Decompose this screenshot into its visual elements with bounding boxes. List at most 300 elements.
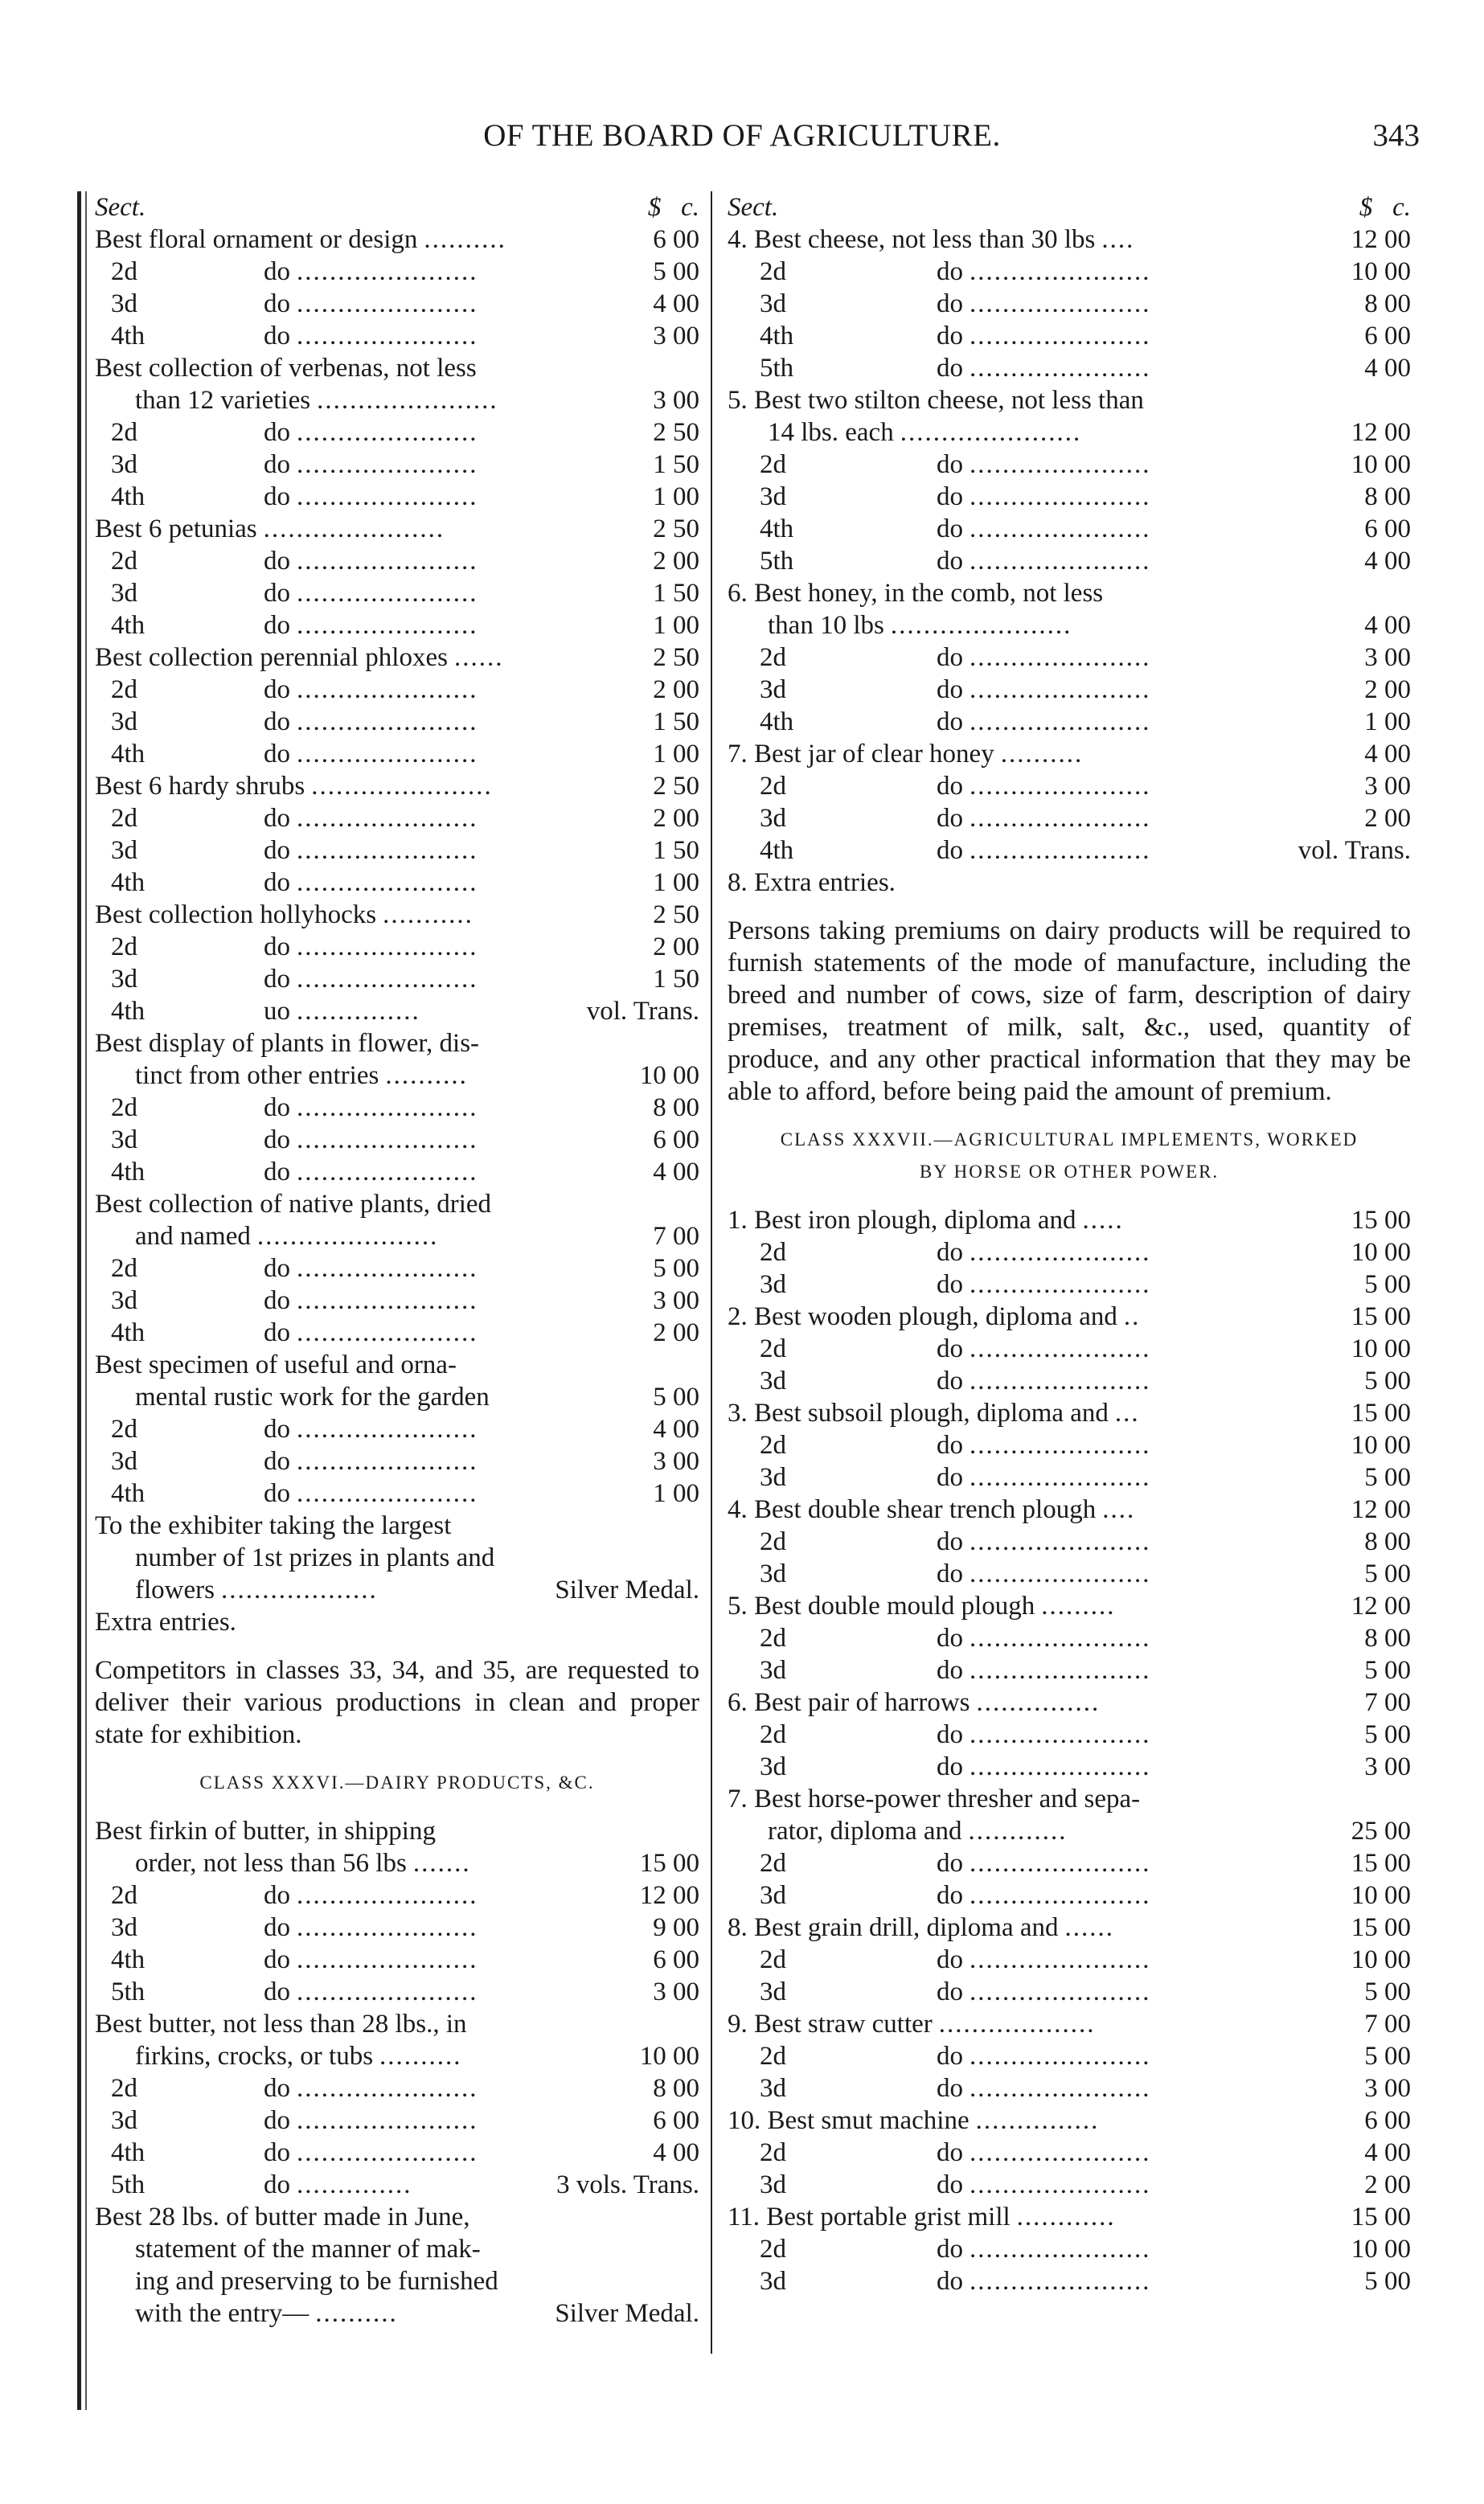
ditto-mark: do	[937, 1559, 963, 1588]
entry-amount: 3 00	[653, 1286, 699, 1315]
premium-entry	[95, 1815, 699, 1847]
entry-label: 3. Best subsoil plough, diploma and	[728, 1399, 1109, 1428]
premium-entry	[728, 1654, 1411, 1686]
ditto-mark: do	[264, 1415, 290, 1444]
entry-label: firkins, crocks, or tubs	[135, 2042, 374, 2071]
entry-label: 2d	[760, 772, 786, 801]
entry-label: 3d	[760, 2074, 786, 2103]
entry-amount: 4 00	[653, 1415, 699, 1444]
leader-dots: ......................	[297, 1977, 478, 2006]
entry-amount: 2 00	[653, 547, 699, 576]
entry-amount: 4 00	[653, 2138, 699, 2167]
entry-amount: 8 00	[1364, 1527, 1411, 1556]
entry-amount: 4 00	[653, 289, 699, 318]
entry-label: 4th	[760, 322, 794, 350]
premium-entry	[728, 1622, 1411, 1654]
ditto-mark: do	[264, 1318, 290, 1347]
ditto-mark: do	[937, 1752, 963, 1781]
entry-label: 3d	[760, 804, 786, 833]
premium-entry	[95, 1188, 699, 1220]
entry-amount: 5 00	[1364, 1720, 1411, 1749]
column-divider	[711, 191, 712, 2354]
entry-label: 2d	[760, 1334, 786, 1363]
entry-amount: 5 00	[1364, 1977, 1411, 2006]
entry-label: 8. Best grain drill, diploma and	[728, 1913, 1059, 1942]
leader-dots: ......................	[297, 1286, 478, 1315]
entry-amount: 2 00	[653, 1318, 699, 1347]
entry-amount: 4 00	[1364, 2138, 1411, 2167]
premium-entry	[728, 867, 1411, 899]
leader-dots: ......................	[970, 1463, 1151, 1492]
premium-list	[728, 223, 1411, 899]
ditto-mark: do	[264, 1286, 290, 1315]
leader-dots: ......................	[297, 1093, 478, 1122]
leader-dots: ...................	[220, 1576, 378, 1604]
premium-entry	[95, 738, 699, 770]
entry-amount: 3 00	[653, 1977, 699, 2006]
entry-label: 8. Extra entries.	[728, 868, 896, 897]
entry-amount: 4 00	[653, 1158, 699, 1186]
leader-dots: ......................	[970, 1656, 1151, 1685]
ditto-mark: do	[937, 1849, 963, 1878]
entry-label: than 10 lbs	[768, 611, 884, 640]
premium-entry	[95, 2169, 699, 2201]
leader-dots: .....	[1082, 1206, 1124, 1235]
entry-amount: 5 00	[653, 257, 699, 286]
entry-amount: 8 00	[653, 1093, 699, 1122]
leader-dots: ......................	[297, 1415, 478, 1444]
entry-amount: 15 00	[1351, 2203, 1411, 2231]
entry-label: Best specimen of useful and orna-	[95, 1350, 457, 1379]
entry-label: 3d	[111, 289, 137, 318]
entry-label: 3d	[760, 1559, 786, 1588]
entry-label: 4th	[111, 1945, 146, 1974]
leader-dots: ......................	[970, 1752, 1151, 1781]
entry-label: 9. Best straw cutter	[728, 2010, 933, 2039]
entry-label: 3d	[760, 2267, 786, 2296]
premium-entry	[95, 1092, 699, 1124]
entry-amount: 1 50	[653, 707, 699, 736]
leader-dots: ......................	[970, 1881, 1151, 1910]
leader-dots: ......................	[970, 450, 1151, 479]
entry-label: than 12 varieties	[135, 386, 311, 415]
entry-amount: 3 00	[653, 322, 699, 350]
premium-entry	[728, 1944, 1411, 1976]
leader-dots: ......................	[970, 2042, 1151, 2071]
premium-entry	[728, 1558, 1411, 1590]
leader-dots: ......................	[970, 289, 1151, 318]
leader-dots: ......................	[970, 1624, 1151, 1653]
entry-label: rator, diploma and	[768, 1817, 962, 1846]
premium-entry	[728, 1333, 1411, 1365]
entry-label: 4th	[111, 2138, 146, 2167]
ditto-mark: do	[937, 707, 963, 736]
leader-dots: ......................	[970, 643, 1151, 672]
entry-amount: 5 00	[1364, 1463, 1411, 1492]
ditto-mark: do	[937, 257, 963, 286]
premium-entry	[95, 288, 699, 320]
premium-entry	[95, 1252, 699, 1285]
premium-entry	[728, 802, 1411, 834]
class-heading: CLASS XXXVI.—DAIRY PRODUCTS, &C.	[199, 1772, 595, 1793]
entry-amount: 6 00	[1364, 514, 1411, 543]
premium-entry	[728, 545, 1411, 577]
entry-label: 4th	[111, 740, 146, 768]
premium-entry	[95, 1317, 699, 1349]
entry-amount: 7 00	[653, 1222, 699, 1251]
ditto-mark: do	[264, 1125, 290, 1154]
entry-amount: 8 00	[1364, 289, 1411, 318]
ditto-mark: do	[937, 547, 963, 576]
entry-label: 5. Best double mould plough	[728, 1592, 1035, 1621]
entry-label: 3d	[111, 965, 137, 994]
premium-entry	[728, 1912, 1411, 1944]
premium-entry	[728, 1236, 1411, 1268]
premium-entry	[728, 1268, 1411, 1301]
leader-dots: ......................	[297, 322, 478, 350]
entry-label: Best collection perennial phloxes	[95, 643, 448, 672]
ditto-mark: do	[937, 1881, 963, 1910]
entry-amount: 15 00	[1351, 1913, 1411, 1942]
ditto-mark: do	[937, 1720, 963, 1749]
entry-label: Best collection of verbenas, not less	[95, 354, 477, 383]
premium-entry	[728, 674, 1411, 706]
ditto-mark: do	[264, 2074, 290, 2103]
entry-amount: 2 00	[1364, 2170, 1411, 2199]
leader-dots: ......................	[970, 675, 1151, 704]
entry-amount: 2 50	[653, 772, 699, 801]
ditto-mark: do	[264, 1158, 290, 1186]
entry-amount: 10 00	[639, 1061, 699, 1090]
ditto-mark: do	[937, 643, 963, 672]
ditto-mark: uo	[264, 997, 290, 1026]
entry-amount: 2 50	[653, 514, 699, 543]
leader-dots: ......................	[970, 1431, 1151, 1460]
entry-label: 2d	[111, 418, 137, 447]
entry-amount: 15 00	[1351, 1399, 1411, 1428]
entry-label: 2d	[760, 1720, 786, 1749]
leader-dots: ......................	[970, 1367, 1151, 1395]
leader-dots: ......................	[297, 2074, 478, 2103]
entry-label: 3d	[760, 1463, 786, 1492]
entry-amount: 15 00	[639, 1849, 699, 1878]
entry-amount: 5 00	[1364, 1270, 1411, 1299]
leader-dots: ..........	[379, 2042, 462, 2071]
entry-label: 4th	[760, 707, 794, 736]
premium-entry	[95, 1510, 699, 1542]
premium-entry	[728, 1879, 1411, 1912]
entry-label: 3d	[760, 1367, 786, 1395]
premium-list	[95, 223, 699, 1638]
entry-label: 4th	[111, 997, 146, 1026]
ditto-mark: do	[937, 675, 963, 704]
premium-entry	[95, 2040, 699, 2072]
entry-amount: 15 00	[1351, 1302, 1411, 1331]
premium-entry	[95, 1413, 699, 1445]
premium-entry	[95, 2201, 699, 2233]
leader-dots: ..........	[1000, 740, 1084, 768]
ditto-mark: do	[264, 740, 290, 768]
leader-dots: ......................	[263, 514, 445, 543]
entry-label: order, not less than 56 lbs	[135, 1849, 407, 1878]
entry-amount: 8 00	[653, 2074, 699, 2103]
leader-dots: ......................	[970, 1270, 1151, 1299]
premium-entry	[728, 2137, 1411, 2169]
entry-amount: 6 00	[1364, 322, 1411, 350]
ditto-mark: do	[937, 836, 963, 865]
entry-amount: 5 00	[653, 1383, 699, 1412]
premium-entry	[95, 1574, 699, 1606]
leader-dots: ...............	[975, 2106, 1100, 2135]
entry-label: 6. Best pair of harrows	[728, 1688, 970, 1717]
premium-entry	[95, 320, 699, 352]
sect-heading: Sect.	[728, 193, 779, 222]
premium-entry	[95, 1027, 699, 1059]
entry-amount: 12 00	[1351, 1495, 1411, 1524]
ditto-mark: do	[264, 450, 290, 479]
entry-label: 3d	[111, 1125, 137, 1154]
entry-label: To the exhibiter taking the largest	[95, 1511, 452, 1540]
entry-label: Best 6 petunias	[95, 514, 257, 543]
entry-label: 2d	[760, 1945, 786, 1974]
entry-label: 2d	[111, 1881, 137, 1910]
entry-label: Best 28 lbs. of butter made in June,	[95, 2203, 470, 2231]
leader-dots: ......................	[297, 965, 478, 994]
entry-label: 3d	[760, 1656, 786, 1685]
entry-amount: 5 00	[1364, 1656, 1411, 1685]
ditto-mark: do	[937, 1238, 963, 1267]
entry-amount: 12 00	[1351, 1592, 1411, 1621]
premium-entry	[95, 995, 699, 1027]
entry-label: 2d	[760, 1431, 786, 1460]
ditto-mark: do	[264, 547, 290, 576]
premium-entry	[95, 899, 699, 931]
leader-dots: ......................	[297, 1254, 478, 1283]
entry-label: 5th	[760, 547, 794, 576]
entry-amount: 2 00	[653, 804, 699, 833]
premium-entry	[95, 609, 699, 641]
entry-label: 4. Best cheese, not less than 30 lbs	[728, 225, 1096, 254]
premium-entry	[95, 256, 699, 288]
premium-entry	[95, 2137, 699, 2169]
leader-dots: ......................	[970, 1559, 1151, 1588]
entry-label: 5th	[111, 2170, 146, 2199]
leader-dots: ......................	[970, 772, 1151, 801]
premium-entry	[95, 674, 699, 706]
entry-amount: 5 00	[1364, 1559, 1411, 1588]
premium-entry	[728, 1815, 1411, 1847]
leader-dots: ......................	[970, 2235, 1151, 2264]
leader-dots: ..	[1123, 1302, 1141, 1331]
ditto-mark: do	[264, 289, 290, 318]
entry-label: 4th	[111, 611, 146, 640]
entry-label: 5th	[760, 354, 794, 383]
entry-amount: 3 00	[1364, 2074, 1411, 2103]
running-head	[0, 111, 1484, 159]
ditto-mark: do	[937, 450, 963, 479]
premium-entry	[728, 641, 1411, 674]
leader-dots: ......................	[297, 2106, 478, 2135]
leader-dots: ......	[1064, 1913, 1115, 1942]
entry-label: 2d	[760, 2235, 786, 2264]
entry-label: 3d	[111, 2106, 137, 2135]
entry-amount: 2 50	[653, 418, 699, 447]
ditto-mark: do	[264, 2138, 290, 2167]
entry-amount: 10 00	[1351, 1945, 1411, 1974]
premium-entry	[95, 1944, 699, 1976]
entry-label: 2d	[111, 932, 137, 961]
leader-dots: ......................	[297, 2138, 478, 2167]
leader-dots: ...............	[976, 1688, 1101, 1717]
leader-dots: ......................	[297, 1913, 478, 1942]
leader-dots: ......................	[970, 514, 1151, 543]
ditto-mark: do	[937, 1463, 963, 1492]
leader-dots: ......................	[970, 1945, 1151, 1974]
ditto-mark: do	[937, 2074, 963, 2103]
premium-entry	[95, 2008, 699, 2040]
premium-entry	[728, 1783, 1411, 1815]
entry-label: 2d	[111, 257, 137, 286]
ditto-mark: do	[264, 1881, 290, 1910]
ditto-mark: do	[264, 418, 290, 447]
premium-entry	[95, 867, 699, 899]
leader-dots: ...	[1114, 1399, 1140, 1428]
leader-dots: ......................	[297, 1125, 478, 1154]
leader-dots: ............	[1016, 2203, 1116, 2231]
entry-amount: 2 00	[653, 675, 699, 704]
entry-label: with the entry—	[135, 2299, 310, 2328]
premium-entry	[728, 1686, 1411, 1719]
entry-label: 3d	[111, 579, 137, 608]
entry-amount: 12 00	[1351, 225, 1411, 254]
entry-amount: 6 00	[653, 225, 699, 254]
entry-amount: 25 00	[1351, 1817, 1411, 1846]
premium-entry	[728, 577, 1411, 609]
premium-entry	[728, 1976, 1411, 2008]
entry-amount: 10 00	[1351, 1431, 1411, 1460]
premium-entry	[728, 384, 1411, 416]
premium-entry	[95, 641, 699, 674]
premium-entry	[95, 1220, 699, 1252]
premium-entry	[728, 513, 1411, 545]
column-header	[95, 191, 699, 223]
leader-dots: ......................	[970, 1849, 1151, 1878]
entry-label: 4th	[111, 1479, 146, 1508]
leader-dots: ......................	[317, 386, 498, 415]
premium-entry	[95, 2265, 699, 2297]
leader-dots: ......................	[297, 1158, 478, 1186]
entry-label: 4th	[111, 322, 146, 350]
entry-label: 3d	[760, 1881, 786, 1910]
entry-amount: 15 00	[1351, 1849, 1411, 1878]
entry-label: 3d	[111, 1447, 137, 1476]
premium-entry	[728, 288, 1411, 320]
entry-label: 7. Best horse-power thresher and sepa-	[728, 1785, 1141, 1813]
entry-label: 4th	[760, 514, 794, 543]
premium-entry	[728, 352, 1411, 384]
leader-dots: .......	[412, 1849, 471, 1878]
ditto-mark: do	[937, 2170, 963, 2199]
entry-label: and named	[135, 1222, 251, 1251]
entry-label: 3d	[760, 1752, 786, 1781]
dairy-note: Persons taking premiums on dairy products will be required to furnish statements of the mode of manufacture, including the breed and number of cows, size of farm, description of dairy premises, treatment of milk, salt, &c., used, quantity of produce, and any other practical information that they may be able to afford, before being paid the amount of premium.	[728, 916, 1411, 1106]
ditto-mark: do	[264, 707, 290, 736]
entry-label: 4th	[111, 482, 146, 511]
premium-entry	[95, 577, 699, 609]
premium-entry	[728, 481, 1411, 513]
entry-label: 2d	[111, 2074, 137, 2103]
entry-label: Best collection of native plants, dried	[95, 1190, 492, 1219]
ditto-mark: do	[937, 514, 963, 543]
entry-label: mental rustic work for the garden	[135, 1383, 490, 1412]
premium-entry	[95, 352, 699, 384]
entry-amount: 10 00	[1351, 1238, 1411, 1267]
leader-dots: ......................	[311, 772, 493, 801]
entry-amount: 2 00	[653, 932, 699, 961]
entry-amount: 7 00	[1364, 2010, 1411, 2039]
ditto-mark: do	[937, 354, 963, 383]
entry-amount: 3 00	[653, 386, 699, 415]
entry-label: 3d	[760, 289, 786, 318]
entry-label: 4th	[111, 1318, 146, 1347]
entry-amount: vol. Trans.	[1297, 836, 1411, 865]
entry-label: 2d	[760, 2138, 786, 2167]
entry-label: 6. Best honey, in the comb, not less	[728, 579, 1104, 608]
ditto-mark: do	[264, 1093, 290, 1122]
entry-label: 3d	[760, 1977, 786, 2006]
ditto-mark: do	[937, 1334, 963, 1363]
ditto-mark: do	[264, 836, 290, 865]
entry-label: 3d	[760, 482, 786, 511]
leader-dots: ......................	[970, 257, 1151, 286]
premium-entry	[728, 2201, 1411, 2233]
premium-entry	[95, 2104, 699, 2137]
leader-dots: ......................	[297, 1945, 478, 1974]
leader-dots: ......................	[297, 579, 478, 608]
entry-label: 2d	[111, 804, 137, 833]
ditto-mark: do	[937, 2138, 963, 2167]
entry-amount: 2 00	[1364, 804, 1411, 833]
ditto-mark: do	[264, 2170, 290, 2199]
entry-label: 2d	[760, 1527, 786, 1556]
premium-entry	[95, 1912, 699, 1944]
leader-dots: ......................	[297, 257, 478, 286]
currency-heading: $ c.	[647, 193, 699, 222]
ditto-mark: do	[264, 1913, 290, 1942]
premium-entry	[728, 1719, 1411, 1751]
entry-amount: 6 00	[1364, 2106, 1411, 2135]
premium-entry	[728, 223, 1411, 256]
leader-dots: ......................	[297, 1447, 478, 1476]
leader-dots: ......................	[970, 2170, 1151, 2199]
premium-entry	[728, 416, 1411, 449]
premium-entry	[95, 449, 699, 481]
ditto-mark: do	[937, 1977, 963, 2006]
premium-entry	[728, 1526, 1411, 1558]
premium-entry	[728, 770, 1411, 802]
ditto-mark: do	[937, 1431, 963, 1460]
class-heading-cont: BY HORSE OR OTHER POWER.	[919, 1162, 1220, 1182]
ditto-mark: do	[264, 579, 290, 608]
entry-amount: Silver Medal.	[555, 2299, 699, 2328]
entry-label: Best floral ornament or design	[95, 225, 418, 254]
page-number: 343	[1372, 118, 1420, 153]
ditto-mark: do	[264, 1479, 290, 1508]
leader-dots: ...............	[297, 997, 420, 1026]
premium-list	[728, 1204, 1411, 2297]
entry-amount: 5 00	[1364, 1367, 1411, 1395]
entry-amount: 4 00	[1364, 740, 1411, 768]
